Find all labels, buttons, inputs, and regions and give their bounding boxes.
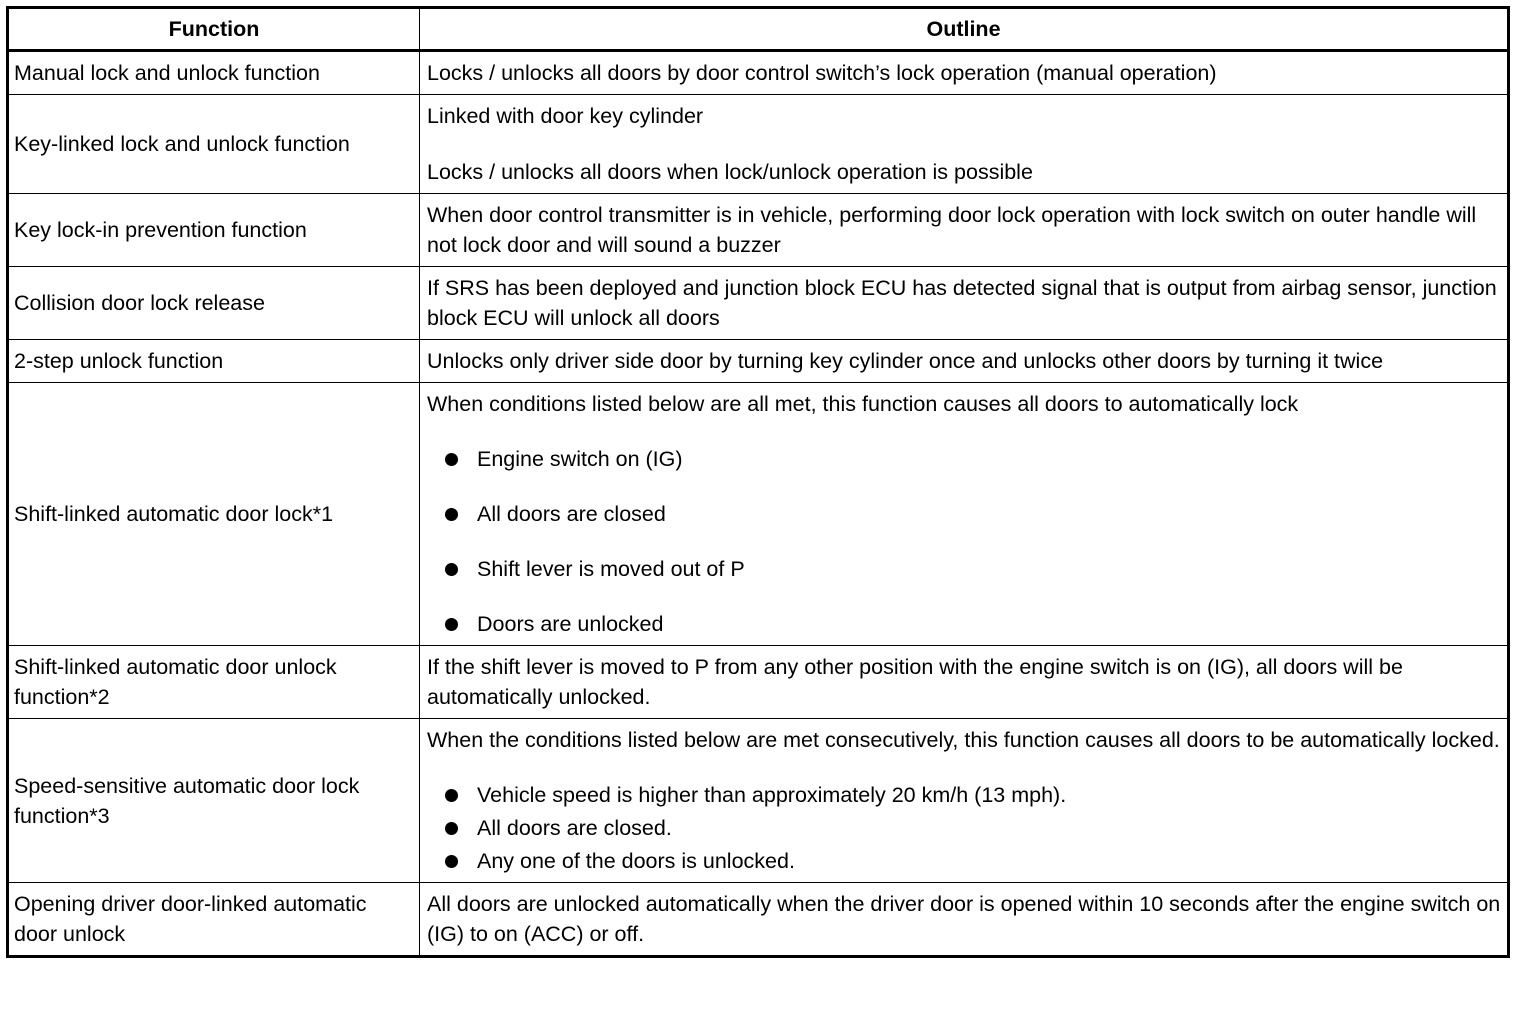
function-cell: Key-linked lock and unlock function bbox=[8, 95, 420, 194]
list-item-text: Shift lever is moved out of P bbox=[477, 557, 745, 581]
list-item-text: Doors are unlocked bbox=[477, 612, 664, 636]
bullet-icon bbox=[445, 789, 458, 802]
list-item bbox=[427, 554, 1501, 584]
table-row bbox=[8, 719, 1509, 883]
list-item bbox=[427, 846, 1501, 876]
table-row bbox=[8, 646, 1509, 719]
list-item bbox=[427, 609, 1501, 639]
list-item bbox=[427, 780, 1501, 810]
outline-cell bbox=[420, 95, 1509, 194]
outline-line: Locks / unlocks all doors when lock/unlock operation is possible bbox=[427, 160, 1033, 184]
outline-cell: Unlocks only driver side door by turning key cylinder once and unlocks other doors by turning it twice bbox=[420, 340, 1509, 383]
function-cell: Manual lock and unlock function bbox=[8, 51, 420, 95]
function-cell: Shift-linked automatic door lock*1 bbox=[8, 383, 420, 646]
outline-cell bbox=[420, 383, 1509, 646]
list-item bbox=[427, 444, 1501, 474]
column-header-function: Function bbox=[8, 8, 420, 51]
outline-intro: When the conditions listed below are met consecutively, this function causes all doors to be automatically locked. bbox=[427, 728, 1500, 752]
outline-cell: If SRS has been deployed and junction block ECU has detected signal that is output from airbag sensor, junction block ECU will unlock all doors bbox=[420, 267, 1509, 340]
table-row bbox=[8, 383, 1509, 646]
list-item-text: Vehicle speed is higher than approximately 20 km/h (13 mph). bbox=[477, 783, 1067, 807]
bullet-icon bbox=[445, 453, 458, 466]
function-cell: Opening driver door-linked automatic door unlock bbox=[8, 883, 420, 957]
list-item-text: Any one of the doors is unlocked. bbox=[477, 849, 795, 873]
function-outline-table bbox=[6, 6, 1510, 958]
function-cell: Key lock-in prevention function bbox=[8, 194, 420, 267]
outline-cell: When door control transmitter is in vehicle, performing door lock operation with lock switch on outer handle will not lock door and will sound a buzzer bbox=[420, 194, 1509, 267]
table-row bbox=[8, 51, 1509, 95]
table-row bbox=[8, 267, 1509, 340]
function-cell: Collision door lock release bbox=[8, 267, 420, 340]
table-row bbox=[8, 340, 1509, 383]
function-cell: 2-step unlock function bbox=[8, 340, 420, 383]
table-header-row bbox=[8, 8, 1509, 51]
outline-cell bbox=[420, 719, 1509, 883]
list-item-text: Engine switch on (IG) bbox=[477, 447, 683, 471]
bullet-icon bbox=[445, 508, 458, 521]
outline-cell: If the shift lever is moved to P from any other position with the engine switch is on (IG), all doors will be automatically unlocked. bbox=[420, 646, 1509, 719]
column-header-outline: Outline bbox=[420, 8, 1509, 51]
outline-intro: When conditions listed below are all met, this function causes all doors to automatically lock bbox=[427, 392, 1299, 416]
list-item-text: All doors are closed. bbox=[477, 816, 672, 840]
bullet-icon bbox=[445, 618, 458, 631]
condition-list bbox=[427, 444, 1501, 639]
bullet-icon bbox=[445, 822, 458, 835]
function-cell: Shift-linked automatic door unlock function*2 bbox=[8, 646, 420, 719]
outline-line: Linked with door key cylinder bbox=[427, 104, 704, 128]
list-item-text: All doors are closed bbox=[477, 502, 666, 526]
outline-cell: Locks / unlocks all doors by door control switch’s lock operation (manual operation) bbox=[420, 51, 1509, 95]
list-item bbox=[427, 499, 1501, 529]
condition-list bbox=[427, 780, 1501, 876]
bullet-icon bbox=[445, 563, 458, 576]
table-row bbox=[8, 883, 1509, 957]
table-row bbox=[8, 95, 1509, 194]
function-cell: Speed-sensitive automatic door lock function*3 bbox=[8, 719, 420, 883]
bullet-icon bbox=[445, 855, 458, 868]
outline-cell: All doors are unlocked automatically when the driver door is opened within 10 seconds after the engine switch on (IG) to on (ACC) or off. bbox=[420, 883, 1509, 957]
table-row bbox=[8, 194, 1509, 267]
list-item bbox=[427, 813, 1501, 843]
